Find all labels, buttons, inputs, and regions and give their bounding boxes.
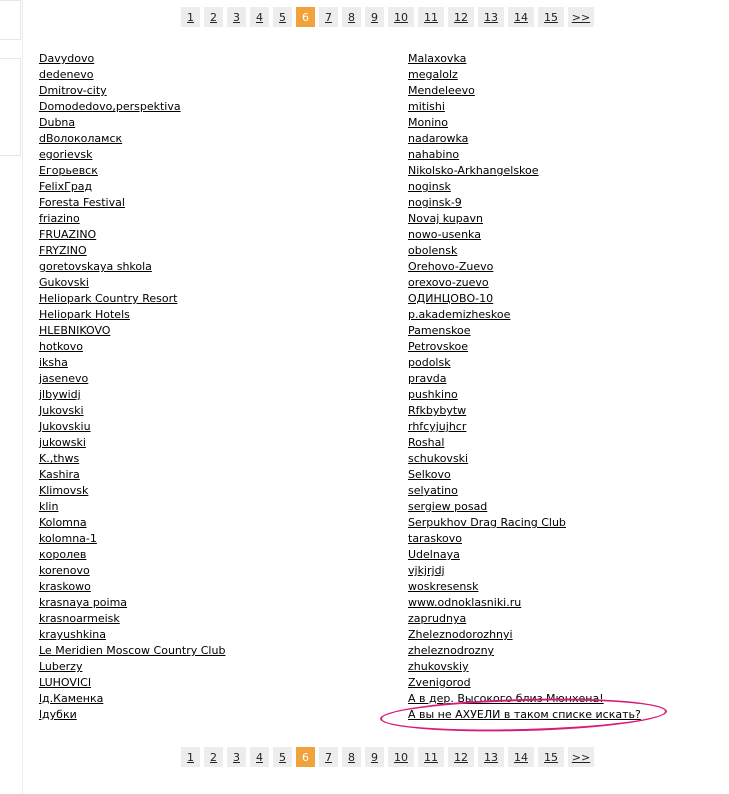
location-link[interactable]: Domodedovo,perspektiva [39, 100, 181, 113]
location-link[interactable]: FelixГрад [39, 180, 93, 193]
list-item [39, 419, 225, 435]
location-link[interactable]: Petrovskoe [408, 340, 469, 353]
location-link[interactable]: Kolomna [39, 516, 87, 529]
page-link-3[interactable]: 3 [227, 747, 246, 767]
list-item [408, 131, 641, 147]
list-item [39, 515, 225, 531]
location-link[interactable]: klin [39, 500, 59, 513]
page-link-12[interactable]: 12 [448, 7, 474, 27]
location-link[interactable]: sergiew posad [408, 500, 488, 513]
list-item [408, 211, 641, 227]
location-link[interactable]: nadarowka [408, 132, 469, 145]
location-link[interactable]: Jukovskiu [39, 420, 91, 433]
location-link[interactable]: Klimovsk [39, 484, 89, 497]
location-link[interactable]: Luberzy [39, 660, 83, 673]
location-link[interactable]: www.odnoklasniki.ru [408, 596, 522, 609]
page-link-2[interactable]: 2 [204, 7, 223, 27]
list-item [408, 467, 641, 483]
location-link[interactable]: Zheleznodorozhnyi [408, 628, 513, 641]
location-link[interactable]: ОДИНЦОВО-10 [408, 292, 494, 305]
location-link[interactable]: woskresensk [408, 580, 479, 593]
location-link[interactable]: А вы не АХУЕЛИ в таком списке искать? [408, 708, 641, 721]
next-page-link[interactable]: >> [568, 7, 594, 27]
page-link-9[interactable]: 9 [365, 747, 384, 767]
page-link-5[interactable]: 5 [273, 7, 292, 27]
location-link[interactable]: jlbywidj [39, 388, 81, 401]
location-link[interactable]: Foresta Festival [39, 196, 125, 209]
location-link[interactable]: Kashira [39, 468, 80, 481]
list-item [39, 211, 225, 227]
list-item [39, 595, 225, 611]
page-link-12[interactable]: 12 [448, 747, 474, 767]
location-link[interactable]: dВолоколамск [39, 132, 123, 145]
page-link-14[interactable]: 14 [508, 747, 534, 767]
location-link[interactable]: Nikolsko-Arkhangelskoe [408, 164, 539, 177]
list-item [408, 307, 641, 323]
location-link[interactable]: HLEBNIKOVO [39, 324, 111, 337]
list-item [39, 179, 225, 195]
list-item [408, 275, 641, 291]
list-item [408, 259, 641, 275]
next-page-link[interactable]: >> [568, 747, 594, 767]
list-item [39, 611, 225, 627]
list-item [408, 515, 641, 531]
location-link[interactable]: goretovskaya shkola [39, 260, 152, 273]
location-link[interactable]: zhukovskiy [408, 660, 469, 673]
list-item [408, 419, 641, 435]
list-item [408, 547, 641, 563]
page-link-4[interactable]: 4 [250, 747, 269, 767]
list-item [39, 547, 225, 563]
location-link[interactable]: Davydovo [39, 52, 95, 65]
list-item [408, 483, 641, 499]
list-item [39, 467, 225, 483]
page-link-1[interactable]: 1 [181, 7, 200, 27]
page-link-7[interactable]: 7 [319, 7, 338, 27]
list-item [408, 611, 641, 627]
location-link[interactable]: kolomna-1 [39, 532, 97, 545]
location-link[interactable]: noginsk [408, 180, 451, 193]
location-link[interactable]: dedenevo [39, 68, 94, 81]
list-item [408, 643, 641, 659]
page-link-15[interactable]: 15 [538, 7, 564, 27]
page-link-8[interactable]: 8 [342, 7, 361, 27]
location-list-right [408, 51, 641, 723]
location-link[interactable]: pravda [408, 372, 447, 385]
list-item [408, 163, 641, 179]
location-link[interactable]: nahabino [408, 148, 460, 161]
list-item [408, 691, 641, 707]
page-link-6[interactable]: 6 [296, 747, 315, 767]
location-link[interactable]: hotkovo [39, 340, 83, 353]
list-item [39, 227, 225, 243]
page-link-3[interactable]: 3 [227, 7, 246, 27]
list-item [408, 707, 641, 723]
list-item [408, 243, 641, 259]
list-item [408, 627, 641, 643]
location-link[interactable]: noginsk-9 [408, 196, 462, 209]
pagination-top [181, 7, 594, 27]
list-item [39, 403, 225, 419]
page-link-8[interactable]: 8 [342, 747, 361, 767]
page-link-13[interactable]: 13 [478, 7, 504, 27]
page-link-9[interactable]: 9 [365, 7, 384, 27]
location-link[interactable]: Orehovo-Zuevo [408, 260, 494, 273]
list-item [408, 323, 641, 339]
location-link[interactable]: FRYZINO [39, 244, 87, 257]
list-item [39, 483, 225, 499]
page-link-11[interactable]: 11 [418, 7, 444, 27]
location-link[interactable]: Serpukhov Drag Racing Club [408, 516, 566, 529]
list-item [39, 339, 225, 355]
list-item [408, 579, 641, 595]
page-link-15[interactable]: 15 [538, 747, 564, 767]
list-item [39, 131, 225, 147]
list-item [39, 99, 225, 115]
list-item [39, 451, 225, 467]
location-link[interactable]: Dmitrov-city [39, 84, 107, 97]
list-item [408, 227, 641, 243]
location-link[interactable]: korenovo [39, 564, 90, 577]
list-item [39, 563, 225, 579]
location-link[interactable]: Pamenskoe [408, 324, 471, 337]
list-item [39, 531, 225, 547]
location-link[interactable]: А в дер. Высокого близ Мюнхена! [408, 692, 604, 705]
list-item [39, 51, 225, 67]
list-item [39, 83, 225, 99]
list-item [408, 595, 641, 611]
location-link[interactable]: vjkjrjdj [408, 564, 445, 577]
page-link-5[interactable]: 5 [273, 747, 292, 767]
location-link[interactable]: kraskowo [39, 580, 91, 593]
list-item [39, 291, 225, 307]
location-link[interactable]: Malaxovka [408, 52, 467, 65]
list-item [39, 499, 225, 515]
list-item [408, 179, 641, 195]
location-link[interactable]: pushkino [408, 388, 458, 401]
location-link[interactable]: zheleznodrozny [408, 644, 495, 657]
page-link-14[interactable]: 14 [508, 7, 534, 27]
location-link[interactable]: королев [39, 548, 87, 561]
list-item [408, 563, 641, 579]
list-item [39, 707, 225, 723]
list-item [408, 451, 641, 467]
list-item [39, 627, 225, 643]
list-item [408, 147, 641, 163]
list-item [39, 163, 225, 179]
location-link[interactable]: zaprudnya [408, 612, 467, 625]
location-link[interactable]: Dubna [39, 116, 76, 129]
list-item [408, 659, 641, 675]
list-item [39, 643, 225, 659]
location-link[interactable]: K.,thws [39, 452, 80, 465]
location-link[interactable]: friazino [39, 212, 80, 225]
location-link[interactable]: krayushkina [39, 628, 106, 641]
page-link-7[interactable]: 7 [319, 747, 338, 767]
gutter-panel [0, 58, 21, 156]
list-item [39, 355, 225, 371]
list-item [39, 195, 225, 211]
list-item [408, 115, 641, 131]
list-item [408, 499, 641, 515]
list-item [408, 355, 641, 371]
location-link[interactable]: iksha [39, 356, 68, 369]
location-link[interactable]: selyatino [408, 484, 458, 497]
location-link[interactable]: megalolz [408, 68, 458, 81]
list-item [408, 67, 641, 83]
list-item [39, 323, 225, 339]
list-item [408, 195, 641, 211]
list-item [39, 659, 225, 675]
list-item [408, 371, 641, 387]
list-item [39, 243, 225, 259]
list-item [408, 435, 641, 451]
list-item [408, 291, 641, 307]
list-item [39, 147, 225, 163]
list-item [39, 259, 225, 275]
location-link[interactable]: Егорьевск [39, 164, 98, 177]
page-link-6[interactable]: 6 [296, 7, 315, 27]
location-link[interactable]: Heliopark Country Resort [39, 292, 178, 305]
page-link-4[interactable]: 4 [250, 7, 269, 27]
location-link[interactable]: Jukovski [39, 404, 84, 417]
list-item [39, 387, 225, 403]
location-link[interactable]: Roshal [408, 436, 445, 449]
location-link[interactable]: taraskovo [408, 532, 462, 545]
list-item [39, 435, 225, 451]
location-link[interactable]: lд.Каменка [39, 692, 104, 705]
list-item [39, 579, 225, 595]
list-item [408, 531, 641, 547]
location-link[interactable]: jukowski [39, 436, 86, 449]
location-link[interactable]: podolsk [408, 356, 451, 369]
location-link[interactable]: egorievsk [39, 148, 93, 161]
location-link[interactable]: Udelnaya [408, 548, 460, 561]
gutter-panel [0, 0, 21, 40]
location-link[interactable]: LUHOVICI [39, 676, 92, 689]
location-link[interactable]: schukovski [408, 452, 469, 465]
list-item [39, 675, 225, 691]
location-link[interactable]: Selkovo [408, 468, 451, 481]
list-item [39, 275, 225, 291]
list-item [39, 371, 225, 387]
list-item [408, 675, 641, 691]
left-gutter [0, 0, 23, 794]
location-link[interactable]: Rfkbybytw [408, 404, 467, 417]
location-link[interactable]: Novaj kupavn [408, 212, 483, 225]
location-link[interactable]: mitishi [408, 100, 445, 113]
list-item [408, 403, 641, 419]
location-link[interactable]: krasnoarmeisk [39, 612, 120, 625]
page-link-2[interactable]: 2 [204, 747, 223, 767]
list-item [408, 387, 641, 403]
location-link[interactable]: nowo-usenka [408, 228, 481, 241]
list-item [408, 99, 641, 115]
location-link[interactable]: p.akademizheskoe [408, 308, 511, 321]
location-link[interactable]: rhfcyjujhcr [408, 420, 467, 433]
page-link-10[interactable]: 10 [388, 7, 414, 27]
list-item [408, 51, 641, 67]
location-link[interactable]: Gukovski [39, 276, 89, 289]
page-link-11[interactable]: 11 [418, 747, 444, 767]
location-link[interactable]: orexovo-zuevo [408, 276, 489, 289]
list-item [408, 339, 641, 355]
location-link[interactable]: Zvenigorod [408, 676, 471, 689]
page-link-1[interactable]: 1 [181, 747, 200, 767]
location-link[interactable]: jasenevo [39, 372, 89, 385]
list-item [408, 83, 641, 99]
location-link[interactable]: krasnaya poima [39, 596, 128, 609]
page-link-10[interactable]: 10 [388, 747, 414, 767]
list-item [39, 115, 225, 131]
location-link[interactable]: Heliopark Hotels [39, 308, 130, 321]
page-link-13[interactable]: 13 [478, 747, 504, 767]
pagination-bottom [181, 747, 594, 767]
location-link[interactable]: Monino [408, 116, 448, 129]
location-link[interactable]: FRUAZINO [39, 228, 97, 241]
list-item [39, 67, 225, 83]
list-item [39, 307, 225, 323]
location-link[interactable]: Mendeleevo [408, 84, 475, 97]
location-link[interactable]: Le Meridien Moscow Country Club [39, 644, 226, 657]
location-link[interactable]: lдубки [39, 708, 77, 721]
location-link[interactable]: obolensk [408, 244, 458, 257]
location-list-left [39, 51, 225, 723]
list-item [39, 691, 225, 707]
